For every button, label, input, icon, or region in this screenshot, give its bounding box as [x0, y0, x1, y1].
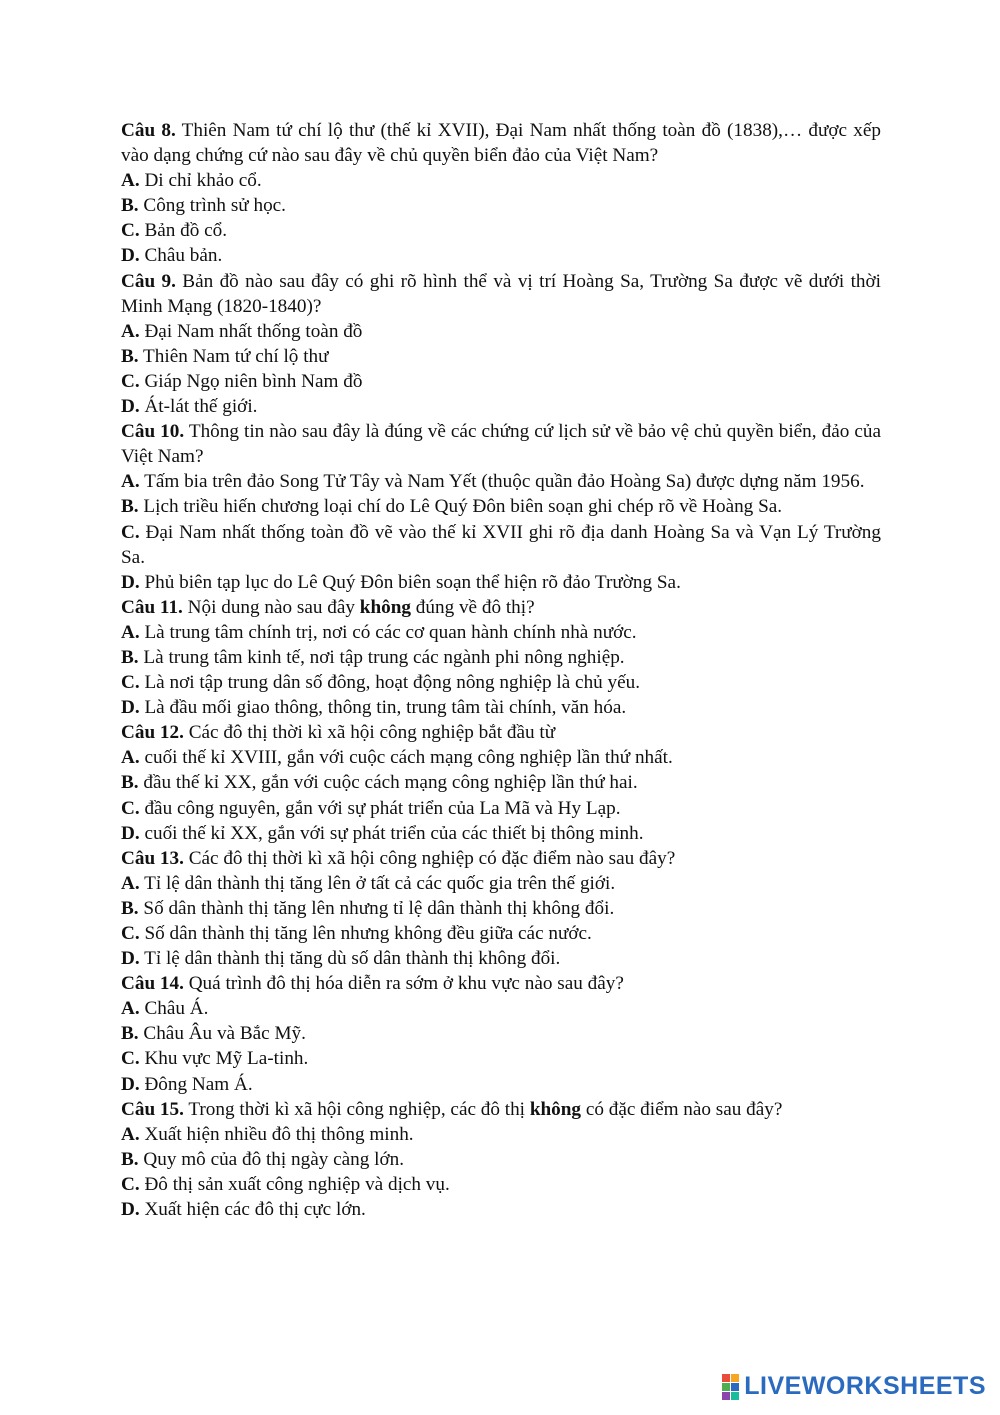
option-label: C. [121, 1173, 140, 1195]
option-label: A. [121, 872, 140, 894]
option-text: Bản đồ cổ. [139, 220, 228, 242]
answer-option [121, 319, 881, 344]
option-label: B. [121, 1023, 139, 1045]
answer-option [121, 369, 881, 394]
answer-option [121, 243, 881, 268]
liveworksheets-logo-text: LIVEWORKSHEETS [744, 1372, 986, 1400]
question-label: Câu 11. [121, 596, 183, 618]
option-text: Thiên Nam tứ chí lộ thư [138, 345, 329, 367]
option-label: C. [121, 521, 140, 543]
answer-option [121, 344, 881, 369]
question-label: Câu 9. [121, 270, 176, 292]
option-label: C. [121, 1048, 140, 1070]
option-text: Đông Nam Á. [139, 1073, 253, 1095]
option-label: D. [121, 396, 140, 418]
option-label: D. [121, 1199, 140, 1221]
option-label: B. [121, 897, 139, 919]
option-text: Là đầu mối giao thông, thông tin, trung tâm tài chính, văn hóa. [139, 697, 627, 719]
option-label: C. [121, 797, 140, 819]
option-label: A. [121, 170, 140, 192]
option-text: cuối thế kỉ XVIII, gắn với cuộc cách mạng công nghiệp lần thứ nhất. [139, 747, 673, 769]
logo-block [722, 1383, 730, 1391]
option-label: A. [121, 747, 140, 769]
option-text: đầu thế kỉ XX, gắn với cuộc cách mạng công nghiệp lần thứ hai. [138, 772, 638, 794]
option-text: Số dân thành thị tăng lên nhưng tỉ lệ dân thành thị không đổi. [138, 897, 615, 919]
question-label: Câu 12. [121, 722, 184, 744]
option-text: Xuất hiện các đô thị cực lớn. [139, 1199, 366, 1221]
answer-option [121, 645, 881, 670]
option-text: Là trung tâm chính trị, nơi có các cơ quan hành chính nhà nước. [139, 621, 637, 643]
question-11 [121, 595, 881, 620]
option-label: A. [121, 471, 140, 493]
option-text: cuối thế kỉ XX, gắn với sự phát triển của các thiết bị thông minh. [139, 822, 644, 844]
question-text: Quá trình đô thị hóa diễn ra sớm ở khu vực nào sau đây? [183, 973, 624, 995]
logo-block [731, 1392, 739, 1400]
option-text: Phủ biên tạp lục do Lê Quý Đôn biên soạn thể hiện rõ đảo Trường Sa. [139, 571, 681, 593]
option-label: B. [121, 195, 139, 217]
question-text: Nội dung nào sau đây [182, 596, 360, 618]
question-emphasis: không [529, 1098, 582, 1120]
answer-option [121, 896, 881, 921]
option-label: B. [121, 345, 139, 367]
answer-option [121, 770, 881, 795]
question-8 [121, 118, 881, 168]
question-text: Các đô thị thời kì xã hội công nghiệp có đặc điểm nào sau đây? [183, 847, 676, 869]
answer-option [121, 218, 881, 243]
answer-option [121, 1021, 881, 1046]
question-12 [121, 720, 881, 745]
option-text: Số dân thành thị tăng lên nhưng không đều giữa các nước. [139, 923, 592, 944]
logo-block [731, 1383, 739, 1391]
question-14 [121, 971, 881, 996]
answer-option [121, 168, 881, 193]
option-text: Châu Á. [139, 998, 209, 1020]
option-text: Khu vực Mỹ La-tinh. [139, 1048, 309, 1070]
option-text: Tỉ lệ dân thành thị tăng lên ở tất cả các quốc gia trên thế giới. [139, 872, 616, 894]
option-text: Di chỉ khảo cổ. [139, 170, 262, 192]
option-label: C. [121, 220, 140, 242]
answer-option [121, 670, 881, 695]
question-label: Câu 10. [121, 421, 185, 443]
option-label: D. [121, 697, 140, 719]
answer-option [121, 796, 881, 821]
option-text: Tấm bia trên đảo Song Tử Tây và Nam Yết (thuộc quần đảo Hoàng Sa) được dựng năm 1956. [139, 471, 865, 493]
option-label: A. [121, 1123, 140, 1145]
answer-option [121, 871, 881, 896]
answer-option [121, 494, 881, 519]
answer-option [121, 394, 881, 419]
option-text: Đại Nam nhất thống toàn đồ [139, 320, 363, 342]
question-text: có đặc điểm nào sau đây? [581, 1098, 783, 1120]
answer-option [121, 570, 881, 595]
option-text: đầu công nguyên, gắn với sự phát triển của La Mã và Hy Lạp. [139, 797, 621, 819]
option-text: Xuất hiện nhiều đô thị thông minh. [139, 1123, 414, 1145]
question-text: Trong thời kì xã hội công nghiệp, các đô thị [183, 1098, 530, 1120]
option-label: A. [121, 320, 140, 342]
answer-option [121, 1072, 881, 1097]
option-text: Đô thị sản xuất công nghiệp và dịch vụ. [139, 1173, 450, 1195]
question-text: Các đô thị thời kì xã hội công nghiệp bắt đầu từ [183, 722, 556, 744]
option-text: Công trình sử học. [138, 195, 286, 217]
option-text: Châu Âu và Bắc Mỹ. [138, 1023, 306, 1045]
answer-option [121, 620, 881, 645]
option-text: Đại Nam nhất thống toàn đồ vẽ vào thế kỉ XVII ghi rõ địa danh Hoàng Sa và Vạn Lý Trường Sa. [121, 521, 881, 568]
option-text: Lịch triều hiến chương loại chí do Lê Quý Đôn biên soạn ghi chép rõ về Hoàng Sa. [138, 496, 783, 518]
question-text: Bản đồ nào sau đây có ghi rõ hình thể và vị trí Hoàng Sa, Trường Sa được vẽ dưới thời Minh Mạng (1820-1840)? [121, 270, 882, 317]
question-label: Câu 14. [121, 973, 184, 995]
logo-block [722, 1374, 730, 1382]
option-text: Tỉ lệ dân thành thị tăng dù số dân thành thị không đổi. [139, 948, 561, 970]
option-label: D. [121, 948, 140, 970]
question-list [121, 118, 881, 1222]
option-label: C. [121, 370, 140, 392]
question-text: Thông tin nào sau đây là đúng về các chứng cứ lịch sử về bảo vệ chủ quyền biển, đảo của Việt Nam? [121, 421, 881, 468]
question-10 [121, 419, 881, 469]
answer-option [121, 1172, 881, 1197]
answer-option [121, 946, 881, 971]
answer-option [121, 469, 881, 494]
option-text: Là nơi tập trung dân số đông, hoạt động nông nghiệp là chủ yếu. [139, 672, 641, 694]
option-label: B. [121, 1148, 139, 1170]
answer-option [121, 193, 881, 218]
option-text: Giáp Ngọ niên bình Nam đồ [139, 370, 363, 392]
option-label: D. [121, 822, 140, 844]
liveworksheets-watermark [722, 1372, 986, 1401]
question-9 [121, 269, 881, 319]
answer-option [121, 921, 881, 946]
question-13 [121, 846, 881, 871]
answer-option [121, 821, 881, 846]
logo-block [731, 1374, 739, 1382]
option-label: B. [121, 646, 139, 668]
option-label: C. [121, 672, 140, 694]
option-label: D. [121, 571, 140, 593]
answer-option [121, 745, 881, 770]
answer-option [121, 1046, 881, 1071]
answer-option [121, 520, 881, 570]
question-emphasis: không [359, 596, 411, 618]
answer-option [121, 1197, 881, 1222]
answer-option [121, 1122, 881, 1147]
option-label: A. [121, 621, 140, 643]
option-text: Át-lát thế giới. [139, 396, 258, 418]
option-text: Quy mô của đô thị ngày càng lớn. [138, 1148, 405, 1170]
option-label: B. [121, 496, 139, 518]
answer-option [121, 695, 881, 720]
logo-block [722, 1392, 730, 1400]
question-label: Câu 8. [121, 120, 176, 141]
option-text: Là trung tâm kinh tế, nơi tập trung các ngành phi nông nghiệp. [138, 646, 625, 668]
option-label: B. [121, 772, 139, 794]
question-text: Thiên Nam tứ chí lộ thư (thế kỉ XVII), Đại Nam nhất thống toàn đồ (1838),… được xếp vào dạng chứng cứ nào sau đây về chủ quyền biển đảo của Việt Nam? [121, 120, 881, 167]
liveworksheets-logo-icon [722, 1374, 739, 1400]
option-label: C. [121, 923, 140, 944]
option-label: A. [121, 998, 140, 1020]
question-15 [121, 1097, 881, 1122]
option-text: Châu bản. [139, 245, 223, 267]
question-label: Câu 15. [121, 1098, 184, 1120]
option-label: D. [121, 245, 140, 267]
question-label: Câu 13. [121, 847, 184, 869]
question-text: đúng về đô thị? [410, 596, 535, 618]
answer-option [121, 1147, 881, 1172]
answer-option [121, 996, 881, 1021]
option-label: D. [121, 1073, 140, 1095]
